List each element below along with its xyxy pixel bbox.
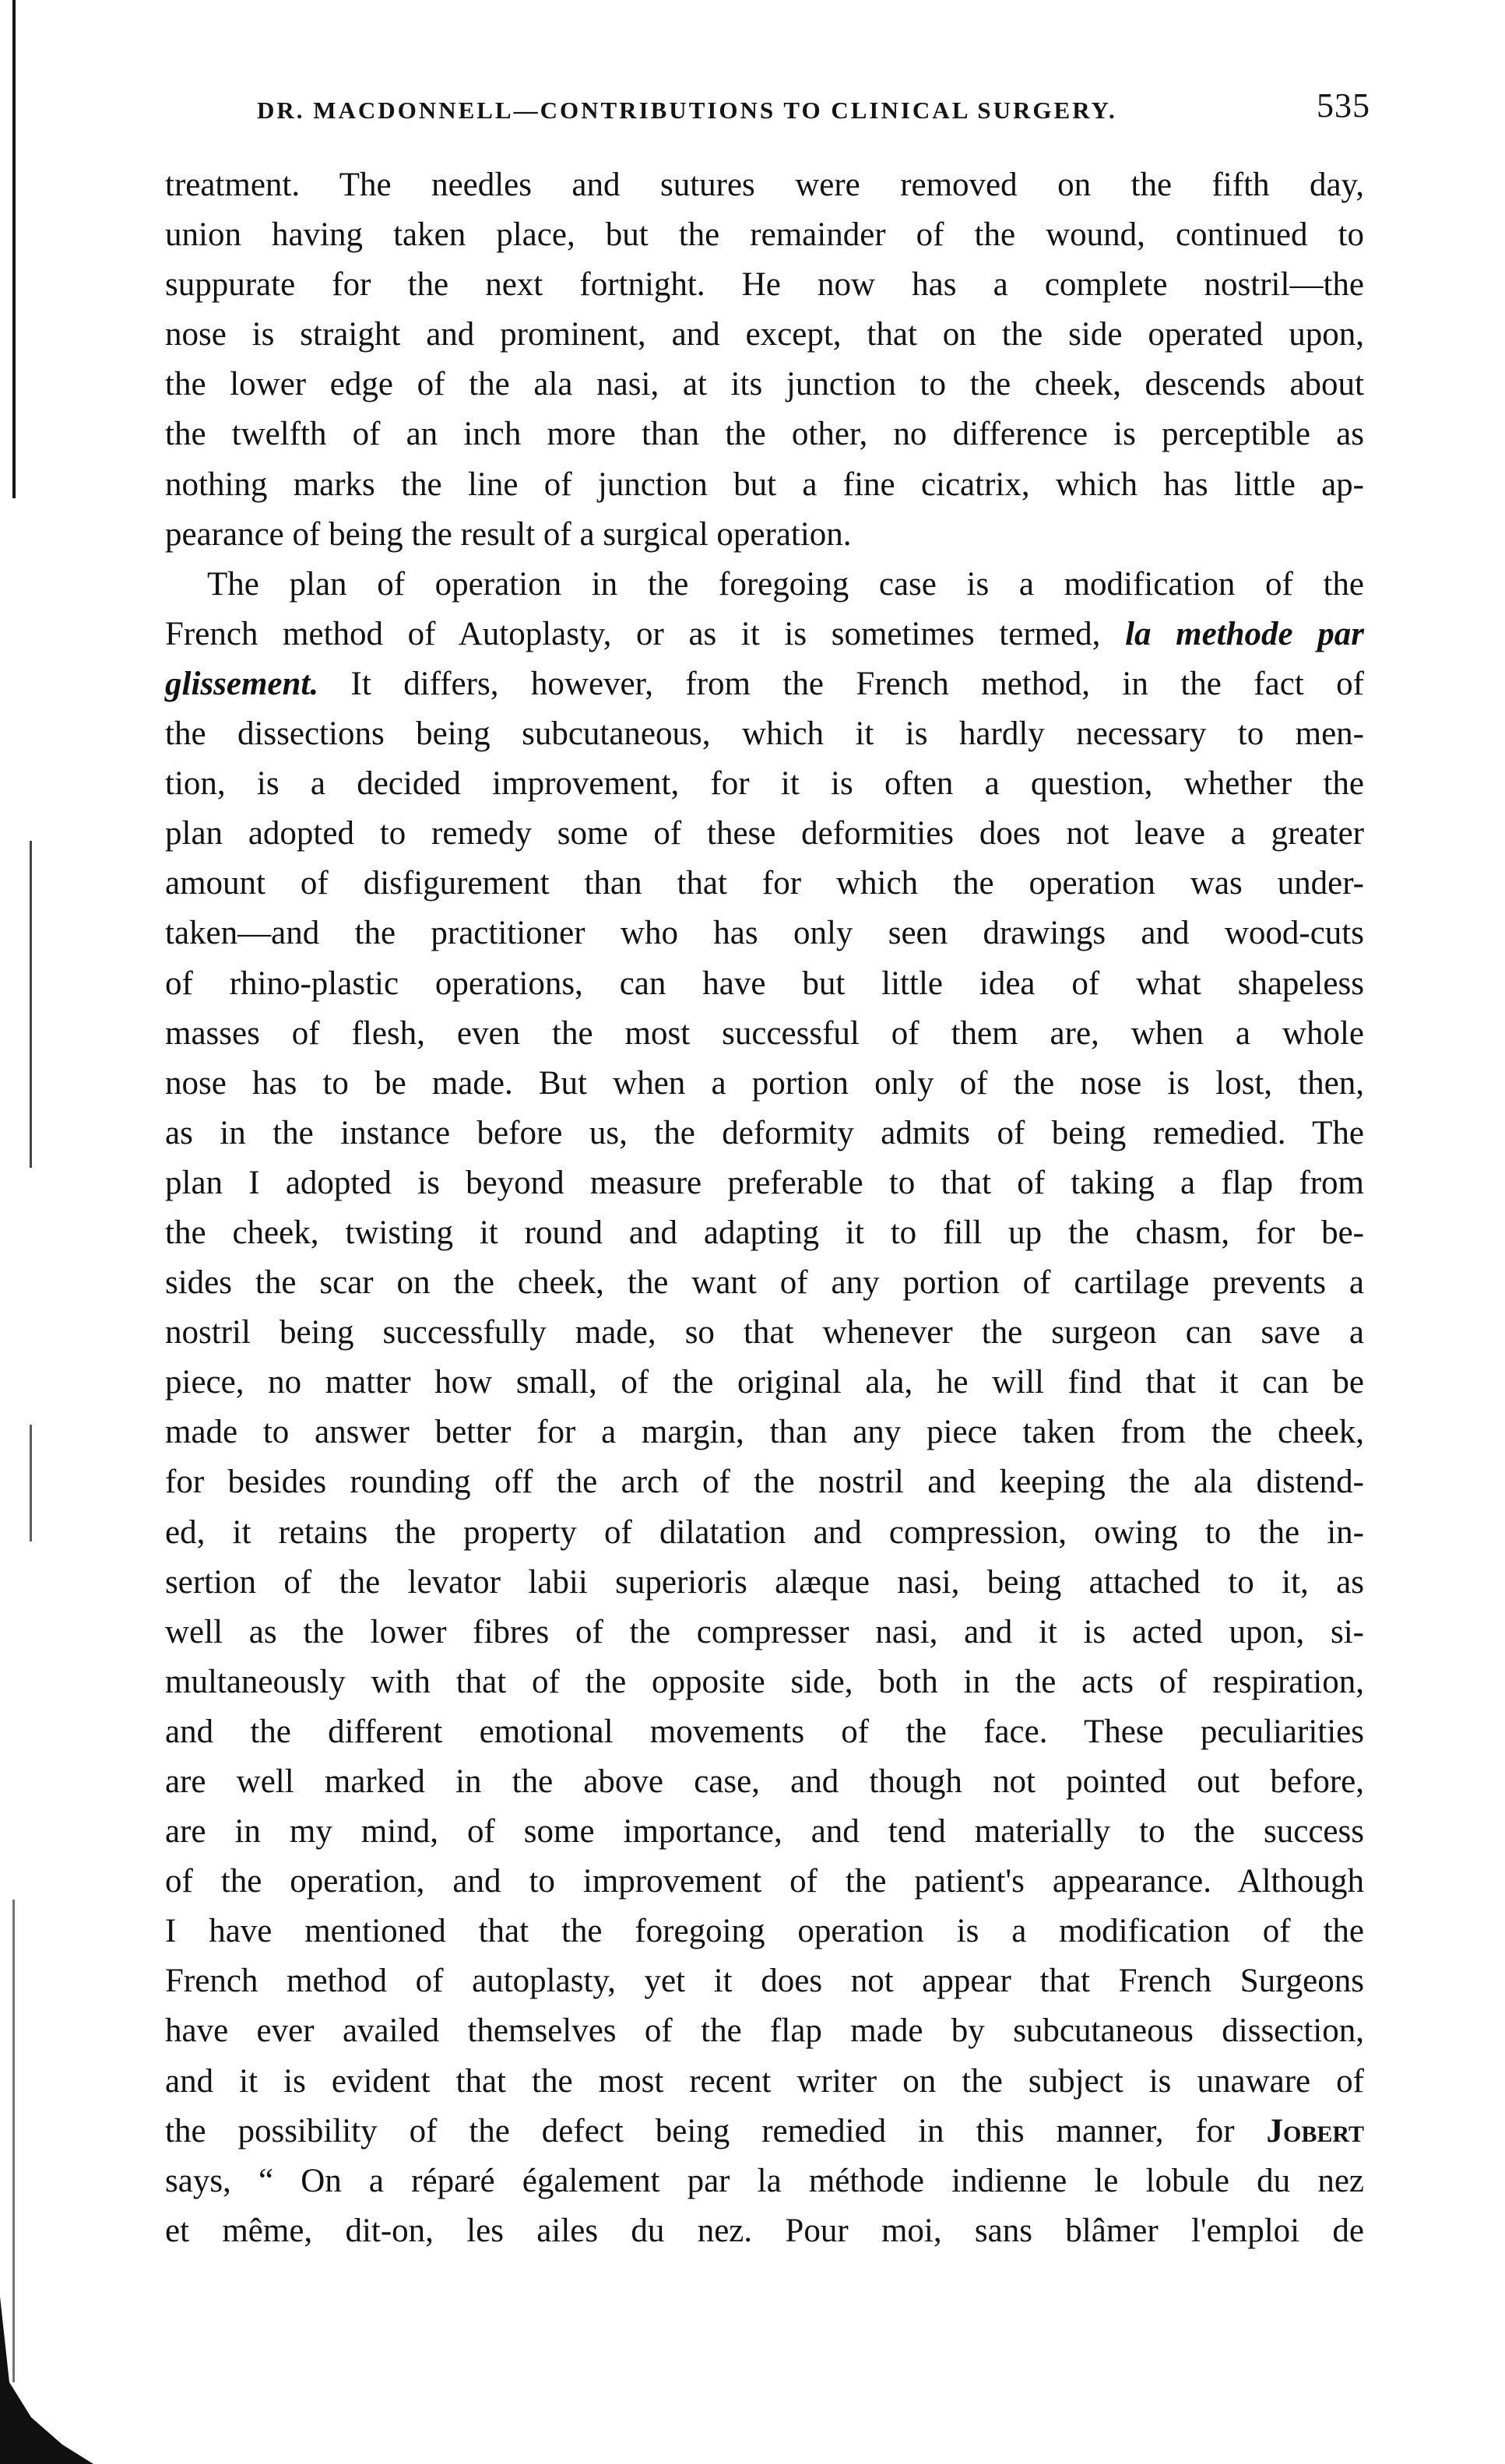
- text-line: says, “ On a réparé également par la méthode indienne le lobule du nez: [165, 2162, 1364, 2199]
- binding-edge-line-mid: [30, 841, 32, 1168]
- text-line: nostril being successfully made, so that whenever the surgeon can save a: [165, 1314, 1364, 1352]
- text-line: masses of flesh, even the most successful of them are, when a whole: [165, 1014, 1364, 1052]
- text-line: plan I adopted is beyond measure preferable to that of taking a flap from: [165, 1164, 1364, 1201]
- text-line: the lower edge of the ala nasi, at its junction to the cheek, descends about: [165, 366, 1364, 403]
- text-line: French method of autoplasty, yet it does not appear that French Surgeons: [165, 1963, 1364, 2000]
- binding-shadow-wedge: [0, 2289, 93, 2464]
- text-line: of the operation, and to improvement of the patient's appearance. Although: [165, 1863, 1364, 1900]
- text-line: made to answer better for a margin, than any piece taken from the cheek,: [165, 1414, 1364, 1451]
- text-line: the dissections being subcutaneous, which it is hardly necessary to men-: [165, 715, 1364, 753]
- text-line: and the different emotional movements of the face. These peculiarities: [165, 1713, 1364, 1750]
- text-segment: French method of Autoplasty, or as it is sometimes termed,: [165, 615, 1126, 652]
- text-line: piece, no matter how small, of the original ala, he will find that it can be: [165, 1364, 1364, 1401]
- text-line: ed, it retains the property of dilatation and compression, owing to the in-: [165, 1513, 1364, 1551]
- text-line: are well marked in the above case, and though not pointed out before,: [165, 1763, 1364, 1800]
- text-line: sertion of the levator labii superioris alæque nasi, being attached to it, as: [165, 1563, 1364, 1601]
- text-line: suppurate for the next fortnight. He now has a complete nostril—the: [165, 266, 1364, 304]
- text-line: treatment. The needles and sutures were removed on the fifth day,: [165, 167, 1364, 203]
- text-line: The plan of operation in the foregoing case is a modification of the: [207, 565, 1364, 603]
- binding-edge-line-top: [12, 0, 16, 498]
- text-line: sides the scar on the cheek, the want of any portion of cartilage prevents a: [165, 1264, 1364, 1302]
- text-line: [165, 659, 1364, 709]
- text-line: pearance of being the result of a surgical operation.: [165, 515, 852, 553]
- binding-edge-line-mark: [30, 1425, 32, 1541]
- text-line: multaneously with that of the opposite side, both in the acts of respiration,: [165, 1663, 1364, 1700]
- text-line: are in my mind, of some importance, and tend materially to the success: [165, 1813, 1364, 1851]
- text-line: nose has to be made. But when a portion only of the nose is lost, then,: [165, 1064, 1364, 1102]
- text-line: union having taken place, but the remainder of the wound, continued to: [165, 216, 1364, 254]
- text-line: of rhino-plastic operations, can have but little idea of what shapeless: [165, 965, 1364, 1002]
- text-line: [165, 2107, 1364, 2156]
- italic-phrase: la methode par: [1125, 615, 1364, 652]
- text-line: taken—and the practitioner who has only seen drawings and wood-cuts: [165, 915, 1364, 952]
- text-line: well as the lower fibres of the compresser nasi, and it is acted upon, si-: [165, 1613, 1364, 1650]
- text-line: as in the instance before us, the deformity admits of being remedied. The: [165, 1114, 1364, 1151]
- text-line: and it is evident that the most recent writer on the subject is unaware of: [165, 2062, 1364, 2100]
- text-line: have ever availed themselves of the flap made by subcutaneous dissection,: [165, 2012, 1364, 2050]
- text-segment: It differs, however, from the French method, in the fact of: [318, 665, 1364, 702]
- text-line: nothing marks the line of junction but a fine cicatrix, which has little ap-: [165, 466, 1364, 503]
- text-line: the twelfth of an inch more than the other, no difference is perceptible as: [165, 416, 1364, 453]
- text-line: for besides rounding off the arch of the nostril and keeping the ala distend-: [165, 1464, 1364, 1501]
- text-line: plan adopted to remedy some of these deformities does not leave a greater: [165, 815, 1364, 852]
- text-segment: the possibility of the defect being remedied in this manner, for: [165, 2112, 1267, 2149]
- text-line: [165, 610, 1364, 659]
- text-line: nose is straight and prominent, and except, that on the side operated upon,: [165, 316, 1364, 353]
- text-line: amount of disfigurement than that for which the operation was under-: [165, 865, 1364, 902]
- text-line: et même, dit-on, les ailes du nez. Pour moi, sans blâmer l'emploi de: [165, 2212, 1364, 2249]
- text-line: I have mentioned that the foregoing operation is a modification of the: [165, 1913, 1364, 1950]
- text-line: tion, is a decided improvement, for it is often a question, whether the: [165, 765, 1364, 803]
- running-head: [257, 86, 1370, 137]
- page-number: 535: [1317, 86, 1370, 125]
- italic-phrase: glissement.: [165, 665, 319, 702]
- running-title: DR. MACDONNELL—CONTRIBUTIONS TO CLINICAL SURGERY.: [257, 97, 1117, 124]
- text-line: the cheek, twisting it round and adapting it to fill up the chasm, for be-: [165, 1214, 1364, 1251]
- small-caps-name: Jobert: [1266, 2112, 1364, 2149]
- body-text: [165, 160, 1364, 2256]
